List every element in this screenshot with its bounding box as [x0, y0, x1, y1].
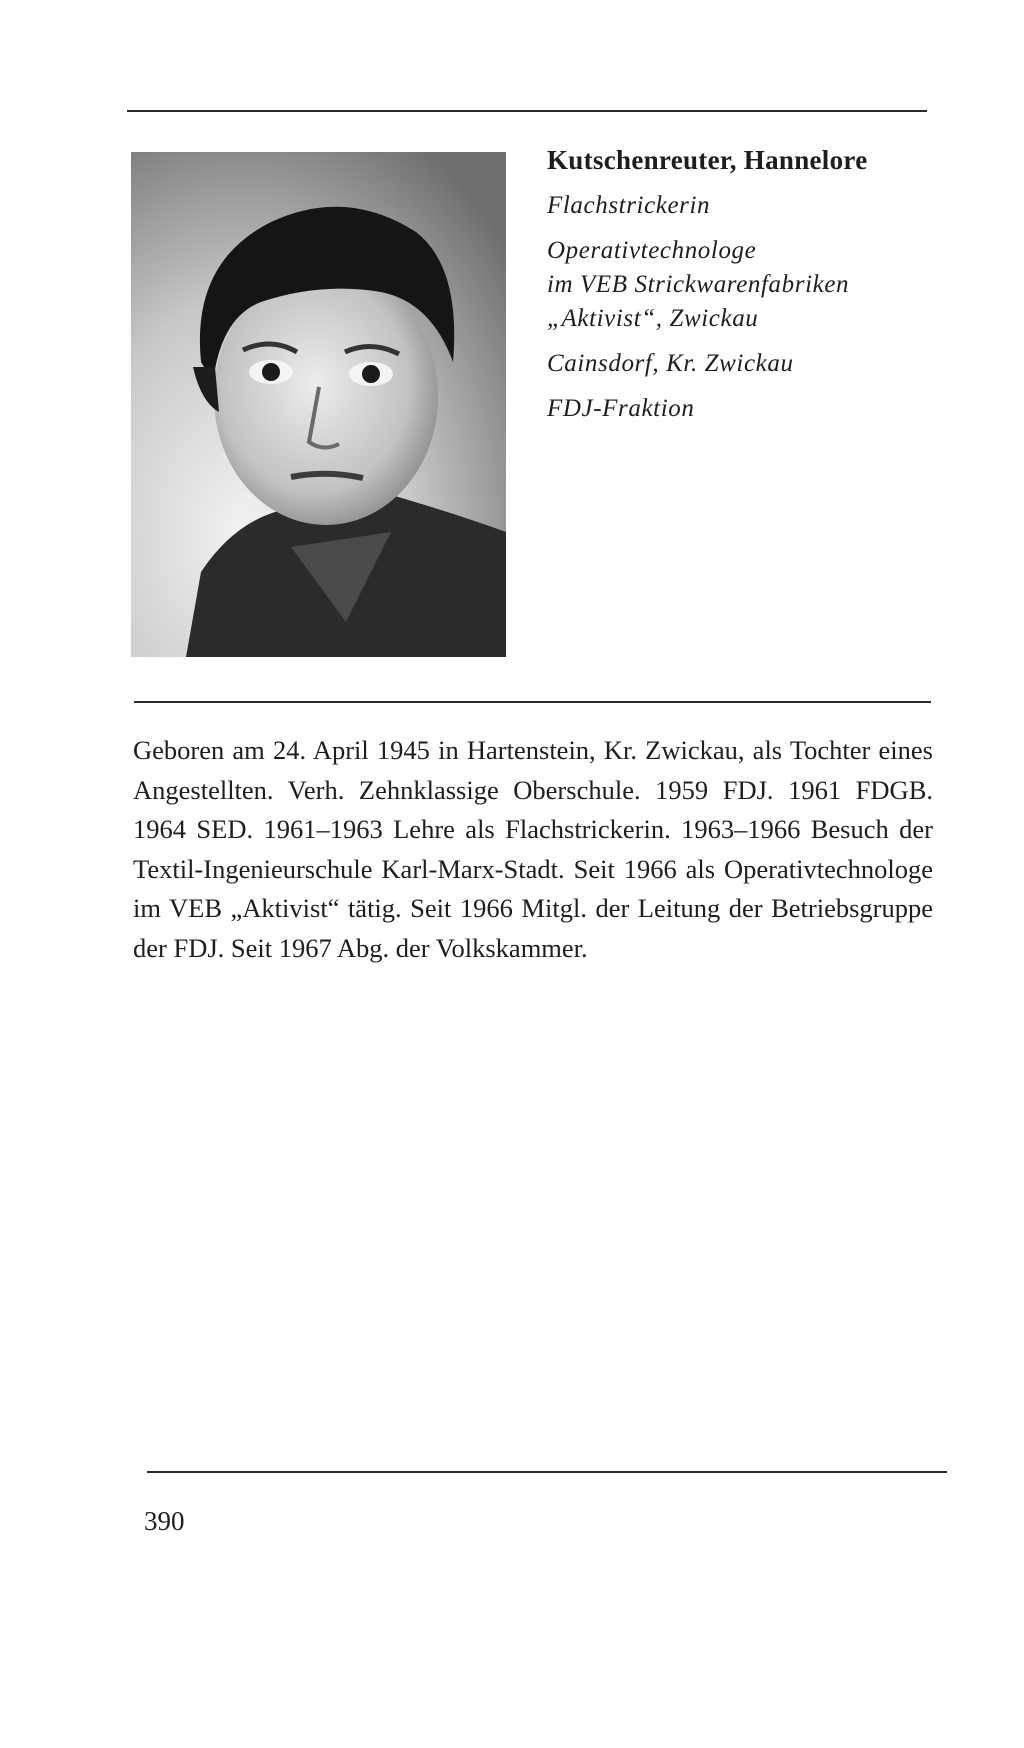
occupation-line: Flachstrickerin — [547, 192, 711, 219]
employer-location-line: „Aktivist“, Zwickau — [547, 305, 759, 332]
top-rule — [127, 110, 927, 112]
middle-rule — [134, 701, 931, 703]
person-name: Kutschenreuter, Hannelore — [547, 145, 868, 175]
bottom-rule — [147, 1471, 947, 1473]
employer-line: im VEB Strickwarenfabriken — [547, 271, 850, 298]
faction-line: FDJ-Fraktion — [547, 395, 695, 422]
biography-text: Geboren am 24. April 1945 in Hartenstein, Kr. Zwickau, als Tochter eines Angestellten. Verh. Zehnklassige Oberschule. 1959 FDJ. 1961 FDGB. 1964 SED. 1961–1963 Lehre als Flachstrickerin. 1963–1966 Besuch der Textil-Ingenieurschule Karl-Marx-Stadt. Seit 1966 als Operativtechnologe im VEB „Aktivist“ tätig. Seit 1966 Mitgl. der Leitung der Betriebsgruppe der FDJ. Seit 1967 Abg. der Volkskammer. — [133, 735, 933, 963]
portrait-photo — [131, 152, 506, 657]
page-number: 390 — [144, 1506, 185, 1536]
position-line: Operativtechnologe — [547, 237, 757, 264]
entry-header — [547, 143, 947, 426]
residence-line: Cainsdorf, Kr. Zwickau — [547, 350, 794, 377]
